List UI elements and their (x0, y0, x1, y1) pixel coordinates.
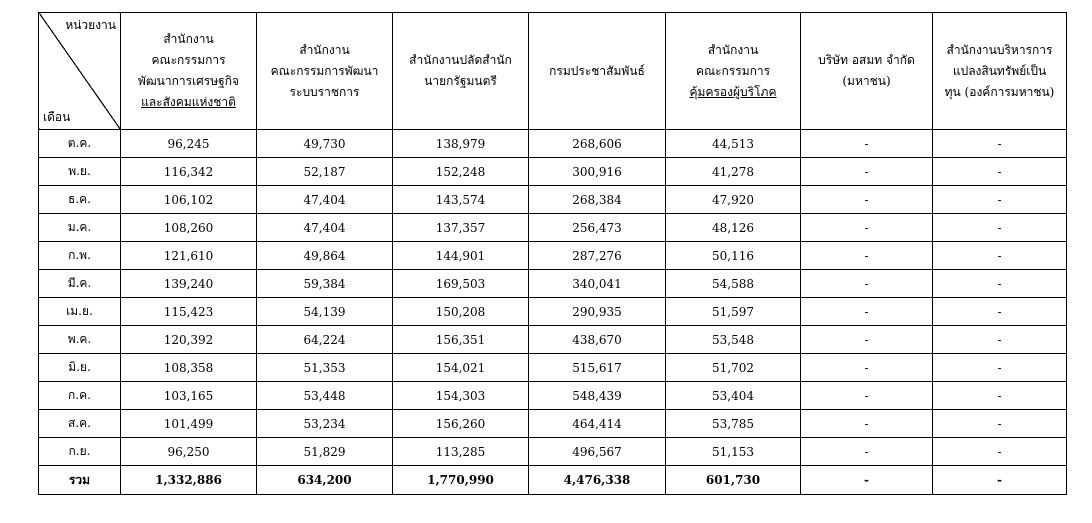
value-cell: 54,588 (666, 270, 801, 298)
value-cell: 154,021 (393, 354, 529, 382)
value-cell: - (933, 214, 1067, 242)
column-header-line: คณะกรรมการพัฒนา (270, 63, 379, 78)
value-cell: 464,414 (529, 410, 666, 438)
column-header (666, 13, 801, 130)
column-header-line: นายกรัฐมนตรี (424, 74, 497, 88)
value-cell: 108,260 (121, 214, 257, 242)
column-header (393, 13, 529, 130)
value-cell: 47,920 (666, 186, 801, 214)
value-cell: 548,439 (529, 382, 666, 410)
month-axis-label: เดือน (43, 110, 71, 124)
column-header-line: แปลงสินทรัพย์เป็น (952, 63, 1047, 78)
month-cell: ก.ย. (39, 438, 121, 466)
column-header-line: ทุน (องค์การมหาชน) (944, 84, 1055, 99)
column-header (529, 13, 666, 130)
month-cell: ก.ค. (39, 382, 121, 410)
value-cell: 59,384 (257, 270, 393, 298)
total-value-cell: 1,770,990 (393, 466, 529, 495)
value-cell: 52,187 (257, 158, 393, 186)
value-cell: 115,423 (121, 298, 257, 326)
value-cell: - (933, 410, 1067, 438)
value-cell: 268,606 (529, 130, 666, 158)
value-cell: 287,276 (529, 242, 666, 270)
value-cell: 154,303 (393, 382, 529, 410)
value-cell: 103,165 (121, 382, 257, 410)
value-cell: - (801, 326, 933, 354)
total-value-cell: 601,730 (666, 466, 801, 495)
value-cell: 48,126 (666, 214, 801, 242)
table-row (39, 298, 1067, 326)
column-header (801, 13, 933, 130)
total-value-cell: - (801, 466, 933, 495)
month-cell: พ.ย. (39, 158, 121, 186)
value-cell: - (801, 438, 933, 466)
value-cell: - (801, 298, 933, 326)
value-cell: 121,610 (121, 242, 257, 270)
value-cell: 53,548 (666, 326, 801, 354)
table-row (39, 410, 1067, 438)
value-cell: 53,404 (666, 382, 801, 410)
value-cell: 438,670 (529, 326, 666, 354)
table-row (39, 438, 1067, 466)
month-cell: เม.ย. (39, 298, 121, 326)
value-cell: - (933, 242, 1067, 270)
value-cell: 53,448 (257, 382, 393, 410)
value-cell: 268,384 (529, 186, 666, 214)
value-cell: 152,248 (393, 158, 529, 186)
value-cell: 53,234 (257, 410, 393, 438)
value-cell: 51,353 (257, 354, 393, 382)
value-cell: 47,404 (257, 214, 393, 242)
value-cell: 49,864 (257, 242, 393, 270)
value-cell: 144,901 (393, 242, 529, 270)
value-cell: 515,617 (529, 354, 666, 382)
table-row (39, 354, 1067, 382)
value-cell: 156,260 (393, 410, 529, 438)
column-header-line: สำนักงาน (163, 32, 214, 46)
header-row (39, 13, 1067, 130)
value-cell: - (933, 326, 1067, 354)
value-cell: 169,503 (393, 270, 529, 298)
value-cell: 300,916 (529, 158, 666, 186)
column-header-line: (มหาชน) (842, 74, 891, 88)
value-cell: 51,829 (257, 438, 393, 466)
column-header (121, 13, 257, 130)
value-cell: - (933, 298, 1067, 326)
table-row (39, 186, 1067, 214)
corner-header-cell (39, 13, 121, 130)
table-row (39, 270, 1067, 298)
value-cell: - (801, 130, 933, 158)
column-header-line: คุ้มครองผู้บริโภค (689, 84, 777, 99)
table-row (39, 158, 1067, 186)
value-cell: - (933, 382, 1067, 410)
value-cell: 496,567 (529, 438, 666, 466)
value-cell: 137,357 (393, 214, 529, 242)
value-cell: - (801, 214, 933, 242)
value-cell: 116,342 (121, 158, 257, 186)
value-cell: 51,597 (666, 298, 801, 326)
month-cell: มี.ค. (39, 270, 121, 298)
column-header (257, 13, 393, 130)
value-cell: 96,250 (121, 438, 257, 466)
value-cell: - (801, 242, 933, 270)
value-cell: 340,041 (529, 270, 666, 298)
value-cell: 156,351 (393, 326, 529, 354)
value-cell: - (933, 186, 1067, 214)
value-cell: 64,224 (257, 326, 393, 354)
column-header-line: สำนักงาน (299, 42, 350, 57)
value-cell: 290,935 (529, 298, 666, 326)
value-cell: 120,392 (121, 326, 257, 354)
month-cell: ต.ค. (39, 130, 121, 158)
value-cell: 51,702 (666, 354, 801, 382)
value-cell: - (801, 382, 933, 410)
value-cell: - (801, 354, 933, 382)
column-header-line: คณะกรรมการ (695, 63, 771, 78)
total-value-cell: 1,332,886 (121, 466, 257, 495)
value-cell: 150,208 (393, 298, 529, 326)
column-header-line: คณะกรรมการ (151, 53, 226, 67)
total-row (39, 466, 1067, 495)
column-header-line: กรมประชาสัมพันธ์ (549, 63, 645, 78)
month-cell: ม.ค. (39, 214, 121, 242)
value-cell: 101,499 (121, 410, 257, 438)
value-cell: 44,513 (666, 130, 801, 158)
total-value-cell: 634,200 (257, 466, 393, 495)
value-cell: 256,473 (529, 214, 666, 242)
value-cell: 50,116 (666, 242, 801, 270)
month-cell: มิ.ย. (39, 354, 121, 382)
value-cell: 53,785 (666, 410, 801, 438)
column-header-line: ระบบราชการ (289, 84, 360, 99)
value-cell: 106,102 (121, 186, 257, 214)
value-cell: 113,285 (393, 438, 529, 466)
table-row (39, 130, 1067, 158)
month-cell: ก.พ. (39, 242, 121, 270)
month-cell: พ.ค. (39, 326, 121, 354)
table-body (39, 130, 1067, 495)
value-cell: - (933, 130, 1067, 158)
agency-axis-label: หน่วยงาน (65, 18, 116, 32)
table-row (39, 242, 1067, 270)
value-cell: 51,153 (666, 438, 801, 466)
total-value-cell: - (933, 466, 1067, 495)
value-cell: - (801, 158, 933, 186)
table-row (39, 382, 1067, 410)
value-cell: 54,139 (257, 298, 393, 326)
value-cell: 49,730 (257, 130, 393, 158)
value-cell: - (933, 438, 1067, 466)
column-header-line: สำนักงานปลัดสำนัก (409, 53, 512, 67)
value-cell: - (801, 410, 933, 438)
column-header-line: และสังคมแห่งชาติ (141, 95, 236, 109)
month-cell: ส.ค. (39, 410, 121, 438)
value-cell: 143,574 (393, 186, 529, 214)
table-row (39, 326, 1067, 354)
statistics-table (38, 12, 1067, 495)
value-cell: 138,979 (393, 130, 529, 158)
value-cell: 41,278 (666, 158, 801, 186)
total-label-cell: รวม (39, 466, 121, 495)
value-cell: - (801, 186, 933, 214)
value-cell: - (933, 354, 1067, 382)
value-cell: 47,404 (257, 186, 393, 214)
column-header-line: สำนักงาน (707, 42, 759, 57)
table-row (39, 214, 1067, 242)
column-header-line: บริษัท อสมท จำกัด (818, 53, 915, 67)
column-header (933, 13, 1067, 130)
total-value-cell: 4,476,338 (529, 466, 666, 495)
value-cell: 139,240 (121, 270, 257, 298)
value-cell: - (933, 270, 1067, 298)
value-cell: 108,358 (121, 354, 257, 382)
month-cell: ธ.ค. (39, 186, 121, 214)
value-cell: - (801, 270, 933, 298)
value-cell: 96,245 (121, 130, 257, 158)
column-header-line: พัฒนาการเศรษฐกิจ (137, 74, 240, 88)
column-header-line: สำนักงานบริหารการ (946, 42, 1053, 57)
value-cell: - (933, 158, 1067, 186)
